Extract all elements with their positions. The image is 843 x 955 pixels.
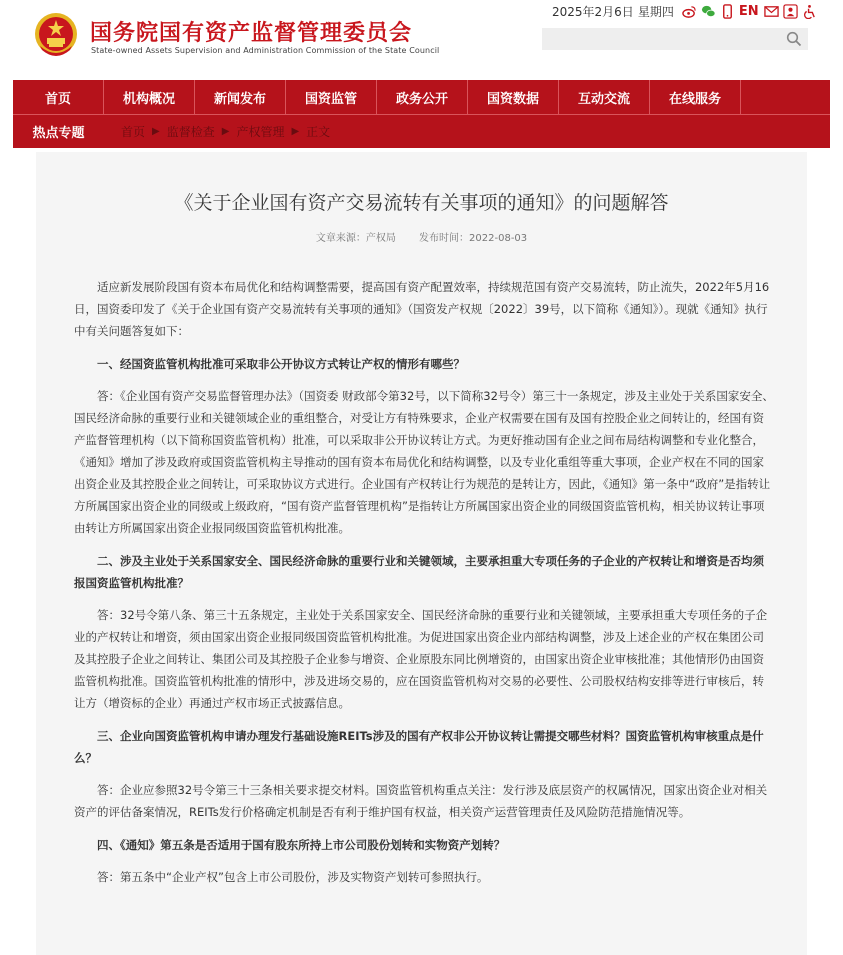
answer-4: 答：第五条中“企业产权”包含上市公司股份，涉及实物资产划转可参照执行。: [97, 870, 489, 884]
breadcrumb-separator-icon: ▶: [221, 126, 230, 137]
english-version-link[interactable]: EN: [738, 3, 759, 19]
question-1: 一、经国资监管机构批准可采取非公开协议方式转让产权的情形有哪些？: [97, 357, 465, 371]
elder-mode-icon[interactable]: [783, 4, 798, 19]
answer-3: 答：企业应参照32号令第三十三条相关要求提交材料。国资监管机构重点关注：发行涉及底层资产的权属情况，国家出资企业对相关资产的评估备案情况，REITs发行价格确定机制是否有利于维护国有权益，相关资产运营管理责任及风险防范措施情况等。: [74, 783, 768, 819]
search-icon[interactable]: [786, 31, 802, 47]
search-box: [542, 28, 808, 50]
article-meta: [36, 229, 807, 244]
search-input[interactable]: [542, 28, 782, 50]
current-weekday: 星期四: [637, 4, 674, 19]
article-container: [36, 152, 807, 955]
breadcrumb-current: 正文: [306, 125, 331, 139]
nav-item-about[interactable]: 机构概况: [104, 80, 195, 114]
article-publish-time: 发布时间：2022-08-03: [419, 233, 528, 244]
answer-1: 答：《企业国有资产交易监督管理办法》（国资委 财政部令第32号，以下简称32号令）第三十一条规定，涉及主业处于关系国家安全、国民经济命脉的重要行业和关键领域企业的重组整合，对受让方有特殊要求，企业产权需要在国有及国有控股企业之间转让的，经国有资产监督管理机构（以下简称国资监管机构）批准，可以采取非公开协议转让方式。为更好推动国有企业之间布局结构调整和专业化整合，《通知》增加了涉及政府或国资监管机构主导推动的国有资本布局优化和结构调整，以及专业化重组等重大事项，企业产权在不同的国家出资企业及其控股企业之间转让，可采取协议方式进行。企业国有产权转让行为规范的是转让方，因此，《通知》第一条中“政府”是指转让方所属国家出资企业的同级或上级政府，“国有资产监督管理机构”是指转让方所属国家出资企业的同级国资监管机构，相关协议转让事项由转让方所属国家出资企业报同级国资监管机构批准。: [74, 389, 774, 535]
main-navigation: [13, 80, 830, 148]
nav-row-secondary: [13, 114, 830, 148]
site-header: [0, 0, 843, 80]
wechat-icon[interactable]: [701, 4, 716, 19]
mail-icon[interactable]: [764, 4, 779, 19]
weibo-icon[interactable]: [682, 4, 697, 19]
breadcrumb-home[interactable]: 首页: [121, 125, 146, 139]
breadcrumb-separator-icon: ▶: [152, 126, 160, 137]
article-body: [74, 276, 774, 899]
answer-2: 答：32号令第八条、第三十五条规定，主业处于关系国家安全、国民经济命脉的重要行业和关键领域，主要承担重大专项任务的子企业的产权转让和增资，须由国家出资企业报同级国资监管机构批准。为促进国家出资企业内部结构调整，涉及上述企业的产权在集团公司及其控股子企业之间转让、集团公司及其控股子企业参与增资、企业原股东同比例增资的，由国家出资企业审核批准；其他情形仍由国资监管机构批准。国资监管机构批准的情形中，涉及进场交易的，应在国资监管机构对交易的必要性、公司股权结构安排等进行审核后，转让方（增资标的企业）再通过产权市场正式披露信息。: [74, 608, 768, 710]
current-date: 2025年2月6日: [552, 4, 634, 19]
nav-row-primary: [13, 80, 830, 114]
breadcrumb-separator-icon: ▶: [291, 126, 300, 137]
article-intro: 适应新发展阶段国有资本布局优化和结构调整需要，提高国有资产配置效率，持续规范国有资产交易流转，防止流失，2022年5月16日，国资委印发了《关于企业国有资产交易流转有关事项的通知》（国资发产权规〔2022〕39号，以下简称《通知》）。现就《通知》执行中有关问题答复如下：: [74, 280, 770, 338]
top-utility-bar: [552, 3, 821, 19]
article-title: 《关于企业国有资产交易流转有关事项的通知》的问题解答: [174, 192, 669, 214]
question-4: 四、《通知》第五条是否适用于国有股东所持上市公司股份划转和实物资产划转？: [97, 838, 506, 852]
nav-item-special-topics[interactable]: 热点专题: [32, 126, 85, 141]
national-emblem-icon[interactable]: [34, 12, 78, 58]
breadcrumb: [121, 115, 330, 148]
breadcrumb-property-rights[interactable]: 产权管理: [236, 125, 285, 139]
nav-item-home[interactable]: 首页: [13, 80, 104, 114]
question-2: 二、涉及主业处于关系国家安全、国民经济命脉的重要行业和关键领域，主要承担重大专项任务的子企业的产权转让和增资是否均须报国资监管机构批准？: [74, 554, 764, 590]
article-source: 文章来源：产权局: [315, 233, 396, 244]
nav-item-data[interactable]: 国资数据: [468, 80, 559, 114]
nav-item-government-affairs[interactable]: 政务公开: [377, 80, 468, 114]
nav-item-online-service[interactable]: 在线服务: [650, 80, 741, 114]
site-title[interactable]: 国务院国有资产监督管理委员会: [90, 21, 413, 46]
nav-item-supervision[interactable]: 国资监管: [286, 80, 377, 114]
mobile-icon[interactable]: [720, 4, 735, 19]
accessibility-icon[interactable]: [802, 4, 817, 19]
breadcrumb-inspection[interactable]: 监督检查: [166, 125, 215, 139]
nav-item-news[interactable]: 新闻发布: [195, 80, 286, 114]
question-3: 三、企业向国资监管机构申请办理发行基础设施REITs涉及的国有产权非公开协议转让需提交哪些材料？国资监管机构审核重点是什么？: [74, 729, 764, 765]
site-subtitle: State-owned Assets Supervision and Administration Commission of the State Council: [91, 46, 440, 55]
nav-item-interaction[interactable]: 互动交流: [559, 80, 650, 114]
